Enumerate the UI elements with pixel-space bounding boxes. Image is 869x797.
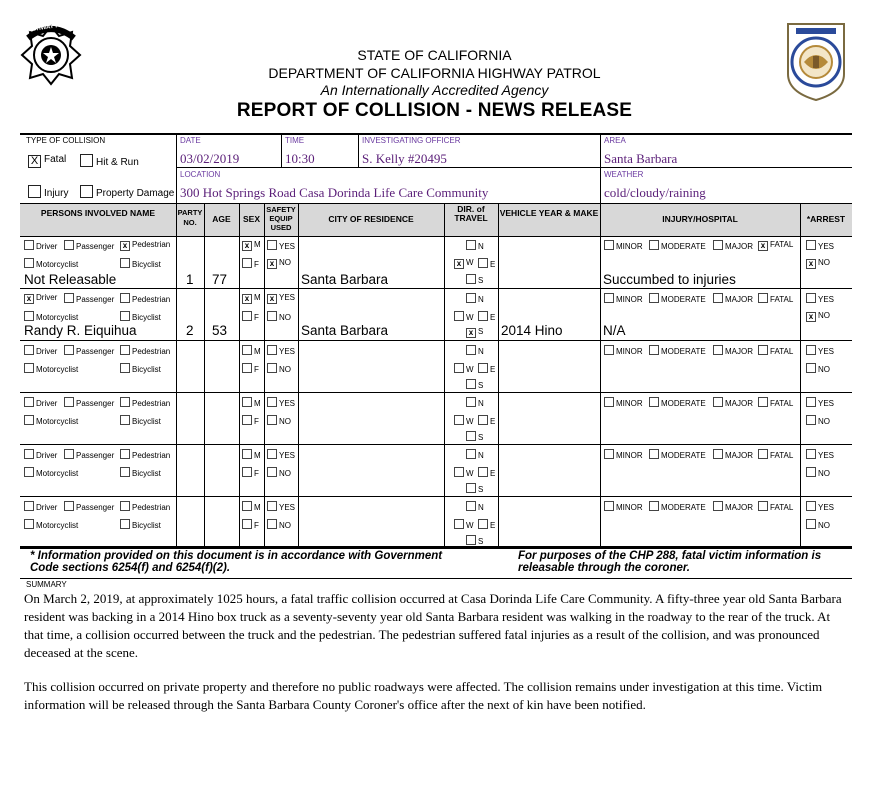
arrest-yes-checkbox[interactable] bbox=[806, 345, 816, 355]
divider bbox=[176, 167, 852, 168]
minor-checkbox[interactable] bbox=[604, 397, 614, 407]
moderate-checkbox[interactable] bbox=[649, 293, 659, 303]
dir-w-checkbox[interactable] bbox=[454, 467, 464, 477]
row-divider bbox=[20, 288, 852, 289]
bicyclist-checkbox[interactable] bbox=[120, 467, 130, 477]
major-checkbox[interactable] bbox=[713, 240, 723, 250]
sex-m-checkbox[interactable] bbox=[242, 345, 252, 355]
fatal-injury-checkbox[interactable] bbox=[758, 345, 768, 355]
location-value: 300 Hot Springs Road Casa Dorinda Life Care Community bbox=[180, 185, 489, 200]
moderate-checkbox[interactable] bbox=[649, 397, 659, 407]
col-vehicle: VEHICLE YEAR & MAKE bbox=[499, 208, 599, 218]
sex-f-checkbox[interactable] bbox=[242, 311, 252, 321]
moderate-checkbox[interactable] bbox=[649, 240, 659, 250]
dir-w-checkbox[interactable]: x bbox=[454, 259, 464, 269]
safety-yes-checkbox[interactable] bbox=[267, 501, 277, 511]
state-heading: STATE OF CALIFORNIA bbox=[357, 47, 512, 63]
arrest-yes-checkbox[interactable] bbox=[806, 397, 816, 407]
arrest-yes-checkbox[interactable] bbox=[806, 240, 816, 250]
passenger-checkbox[interactable] bbox=[64, 397, 74, 407]
dir-w-checkbox[interactable] bbox=[454, 363, 464, 373]
weather-value: cold/cloudy/raining bbox=[604, 185, 706, 200]
party-number: 1 bbox=[186, 272, 194, 287]
sex-m-checkbox[interactable] bbox=[242, 501, 252, 511]
fatal-injury-checkbox[interactable]: x bbox=[758, 241, 768, 251]
sex-f-checkbox[interactable] bbox=[242, 258, 252, 268]
col-dir: DIR. of TRAVEL bbox=[454, 204, 488, 223]
age-value: 77 bbox=[212, 272, 228, 287]
summary-rule bbox=[20, 578, 852, 579]
location-label: LOCATION bbox=[180, 170, 221, 179]
safety-yes-checkbox[interactable] bbox=[267, 345, 277, 355]
city-value: Santa Barbara bbox=[301, 272, 389, 287]
fatal-injury-checkbox[interactable] bbox=[758, 449, 768, 459]
arrest-yes-checkbox[interactable] bbox=[806, 293, 816, 303]
passenger-checkbox[interactable] bbox=[64, 293, 74, 303]
dir-e-checkbox[interactable] bbox=[478, 363, 488, 373]
driver-checkbox[interactable] bbox=[24, 240, 34, 250]
dir-s-checkbox[interactable] bbox=[466, 431, 476, 441]
arrest-no-checkbox[interactable]: x bbox=[806, 312, 816, 322]
sex-f-checkbox[interactable] bbox=[242, 363, 252, 373]
dir-n-checkbox[interactable] bbox=[466, 501, 476, 511]
col-arrest: *ARREST bbox=[806, 214, 846, 224]
hit-and-run-checkbox[interactable] bbox=[80, 154, 93, 167]
area-label: AREA bbox=[604, 136, 626, 145]
injury-value: Succumbed to injuries bbox=[603, 272, 736, 287]
arrest-yes-checkbox[interactable] bbox=[806, 449, 816, 459]
safety-no-checkbox[interactable] bbox=[267, 415, 277, 425]
dir-n-checkbox[interactable] bbox=[466, 293, 476, 303]
dir-e-checkbox[interactable] bbox=[478, 258, 488, 268]
dir-e-checkbox[interactable] bbox=[478, 311, 488, 321]
motorcyclist-checkbox[interactable] bbox=[24, 258, 34, 268]
time-label: TIME bbox=[285, 136, 305, 145]
officer-value: S. Kelly #20495 bbox=[362, 151, 447, 166]
col-city: CITY OF RESIDENCE bbox=[328, 214, 414, 224]
moderate-checkbox[interactable] bbox=[649, 449, 659, 459]
city-value: Santa Barbara bbox=[301, 323, 389, 338]
report-title: REPORT OF COLLISION - NEWS RELEASE bbox=[236, 100, 633, 121]
table-bottom-rule bbox=[20, 546, 852, 548]
date-label: DATE bbox=[180, 136, 201, 145]
arrest-yes-checkbox[interactable] bbox=[806, 501, 816, 511]
motorcyclist-checkbox[interactable] bbox=[24, 415, 34, 425]
agency-tagline: An Internationally Accredited Agency bbox=[320, 82, 549, 98]
type-of-collision-label: TYPE OF COLLISION bbox=[26, 136, 106, 145]
top-rule bbox=[20, 133, 852, 135]
bicyclist-checkbox[interactable] bbox=[120, 258, 130, 268]
col-party: PARTY NO. bbox=[177, 208, 203, 227]
dir-s-checkbox[interactable] bbox=[466, 379, 476, 389]
motorcyclist-checkbox[interactable] bbox=[24, 519, 34, 529]
sex-m-checkbox[interactable]: x bbox=[242, 241, 252, 251]
arrest-no-checkbox[interactable] bbox=[806, 519, 816, 529]
property-damage-option[interactable]: Property Damage bbox=[80, 185, 174, 199]
arrest-no-checkbox[interactable]: x bbox=[806, 259, 816, 269]
fatal-option[interactable]: X Fatal bbox=[28, 154, 66, 168]
minor-checkbox[interactable] bbox=[604, 293, 614, 303]
injury-option[interactable]: Injury bbox=[28, 185, 68, 199]
bicyclist-checkbox[interactable] bbox=[120, 363, 130, 373]
divider bbox=[281, 134, 282, 167]
dir-w-checkbox[interactable] bbox=[454, 519, 464, 529]
fatal-injury-checkbox[interactable] bbox=[758, 397, 768, 407]
motorcyclist-checkbox[interactable] bbox=[24, 311, 34, 321]
summary-paragraph-1: On March 2, 2019, at approximately 1025 hours, a fatal traffic collision occurred at Casa Dorinda Life Care Community. A fifty-three year old Santa Barbara resident was backing in a 2014 Hino box truck as a seventy-seventy year old Santa Barbara resident was walking in the roadway to the rear of the truck. At that time, a collision occurred between the truck and the pedestrian. The pedestrian suffered fatal injuries as a result of the collision, and was pronounced deceased at the scene. bbox=[24, 591, 842, 660]
property-damage-checkbox[interactable] bbox=[80, 185, 93, 198]
pedestrian-checkbox[interactable] bbox=[120, 501, 130, 511]
motorcyclist-checkbox[interactable] bbox=[24, 363, 34, 373]
fatal-injury-checkbox[interactable] bbox=[758, 501, 768, 511]
sex-f-checkbox[interactable] bbox=[242, 467, 252, 477]
dir-s-checkbox[interactable] bbox=[466, 535, 476, 545]
party-number: 2 bbox=[186, 323, 194, 338]
pedestrian-checkbox[interactable] bbox=[120, 449, 130, 459]
bicyclist-checkbox[interactable] bbox=[120, 311, 130, 321]
arrest-no-checkbox[interactable] bbox=[806, 467, 816, 477]
col-age: AGE bbox=[212, 214, 231, 224]
sex-f-checkbox[interactable] bbox=[242, 415, 252, 425]
weather-label: WEATHER bbox=[604, 170, 644, 179]
safety-no-checkbox[interactable] bbox=[267, 363, 277, 373]
injury-checkbox[interactable] bbox=[28, 185, 41, 198]
sex-f-checkbox[interactable] bbox=[242, 519, 252, 529]
age-value: 53 bbox=[212, 323, 228, 338]
bicyclist-checkbox[interactable] bbox=[120, 519, 130, 529]
area-value: Santa Barbara bbox=[604, 151, 678, 166]
dir-e-checkbox[interactable] bbox=[478, 467, 488, 477]
major-checkbox[interactable] bbox=[713, 501, 723, 511]
sex-m-checkbox[interactable] bbox=[242, 449, 252, 459]
sex-m-checkbox[interactable]: x bbox=[242, 294, 252, 304]
major-checkbox[interactable] bbox=[713, 449, 723, 459]
moderate-checkbox[interactable] bbox=[649, 501, 659, 511]
major-checkbox[interactable] bbox=[713, 345, 723, 355]
pedestrian-checkbox[interactable]: x bbox=[120, 241, 130, 251]
driver-checkbox[interactable] bbox=[24, 345, 34, 355]
passenger-checkbox[interactable] bbox=[64, 501, 74, 511]
divider bbox=[600, 134, 601, 204]
minor-checkbox[interactable] bbox=[604, 240, 614, 250]
pedestrian-checkbox[interactable] bbox=[120, 397, 130, 407]
safety-no-checkbox[interactable]: x bbox=[267, 259, 277, 269]
dir-e-checkbox[interactable] bbox=[478, 519, 488, 529]
safety-yes-checkbox[interactable]: x bbox=[267, 294, 277, 304]
passenger-checkbox[interactable] bbox=[64, 345, 74, 355]
coroner-note: For purposes of the CHP 288, fatal victim information is releasable through the coroner. bbox=[518, 550, 822, 574]
passenger-checkbox[interactable] bbox=[64, 240, 74, 250]
motorcyclist-checkbox[interactable] bbox=[24, 467, 34, 477]
person-name: Randy R. Eiquihua bbox=[24, 323, 137, 338]
row-divider bbox=[20, 392, 852, 393]
summary-paragraph-2: This collision occurred on private property and therefore no public roadways were affected. The collision remains under investigation at this time. Victim information will be released through the Santa Barbara County Coroner's office after the next of kin have been notified. bbox=[24, 679, 823, 712]
safety-yes-checkbox[interactable] bbox=[267, 397, 277, 407]
major-checkbox[interactable] bbox=[713, 397, 723, 407]
col-persons: PERSONS INVOLVED NAME bbox=[40, 208, 156, 218]
minor-checkbox[interactable] bbox=[604, 345, 614, 355]
driver-checkbox[interactable] bbox=[24, 501, 34, 511]
dir-e-checkbox[interactable] bbox=[478, 415, 488, 425]
major-checkbox[interactable] bbox=[713, 293, 723, 303]
officer-label: INVESTIGATING OFFICER bbox=[362, 136, 461, 145]
driver-checkbox[interactable] bbox=[24, 449, 34, 459]
minor-checkbox[interactable] bbox=[604, 501, 614, 511]
time-value: 10:30 bbox=[285, 151, 315, 166]
moderate-checkbox[interactable] bbox=[649, 345, 659, 355]
person-name: Not Releasable bbox=[24, 272, 117, 287]
col-injury: INJURY/HOSPITAL bbox=[662, 214, 738, 224]
dir-n-checkbox[interactable] bbox=[466, 397, 476, 407]
divider bbox=[176, 134, 177, 204]
row-divider bbox=[20, 496, 852, 497]
fatal-injury-checkbox[interactable] bbox=[758, 293, 768, 303]
row-divider bbox=[20, 340, 852, 341]
row-divider bbox=[20, 444, 852, 445]
passenger-checkbox[interactable] bbox=[64, 449, 74, 459]
safety-no-checkbox[interactable] bbox=[267, 519, 277, 529]
fatal-checkbox[interactable]: X bbox=[28, 155, 41, 168]
dir-w-checkbox[interactable] bbox=[454, 311, 464, 321]
government-code-note: * Information provided on this document is in accordance with Government Code sections 6254(f) and 6254(f)(2). bbox=[30, 550, 443, 574]
injury-value: N/A bbox=[603, 323, 626, 338]
safety-no-checkbox[interactable] bbox=[267, 311, 277, 321]
safety-no-checkbox[interactable] bbox=[267, 467, 277, 477]
dir-n-checkbox[interactable] bbox=[466, 449, 476, 459]
department-heading: DEPARTMENT OF CALIFORNIA HIGHWAY PATROL bbox=[268, 65, 601, 81]
dir-s-checkbox[interactable] bbox=[466, 274, 476, 284]
col-sex: SEX bbox=[242, 214, 260, 224]
dir-s-checkbox[interactable] bbox=[466, 483, 476, 493]
arrest-no-checkbox[interactable] bbox=[806, 415, 816, 425]
row-divider bbox=[20, 548, 852, 549]
dir-s-checkbox[interactable]: x bbox=[466, 328, 476, 338]
pedestrian-checkbox[interactable] bbox=[120, 345, 130, 355]
driver-checkbox[interactable]: x bbox=[24, 294, 34, 304]
dir-n-checkbox[interactable] bbox=[466, 240, 476, 250]
badge-text: CALIFORNIA HIGHWAY PATROL bbox=[25, 15, 80, 34]
driver-checkbox[interactable] bbox=[24, 397, 34, 407]
divider bbox=[358, 134, 359, 167]
dir-n-checkbox[interactable] bbox=[466, 345, 476, 355]
sex-m-checkbox[interactable] bbox=[242, 397, 252, 407]
pedestrian-checkbox[interactable] bbox=[120, 293, 130, 303]
vehicle-value: 2014 Hino bbox=[501, 323, 563, 338]
safety-yes-checkbox[interactable] bbox=[267, 240, 277, 250]
arrest-no-checkbox[interactable] bbox=[806, 363, 816, 373]
minor-checkbox[interactable] bbox=[604, 449, 614, 459]
col-safety: SAFETY EQUIP USED bbox=[266, 205, 296, 232]
summary-label: SUMMARY bbox=[26, 580, 67, 589]
safety-yes-checkbox[interactable] bbox=[267, 449, 277, 459]
bicyclist-checkbox[interactable] bbox=[120, 415, 130, 425]
date-value: 03/02/2019 bbox=[180, 151, 240, 166]
dir-w-checkbox[interactable] bbox=[454, 415, 464, 425]
hit-and-run-option[interactable]: Hit & Run bbox=[80, 154, 139, 168]
